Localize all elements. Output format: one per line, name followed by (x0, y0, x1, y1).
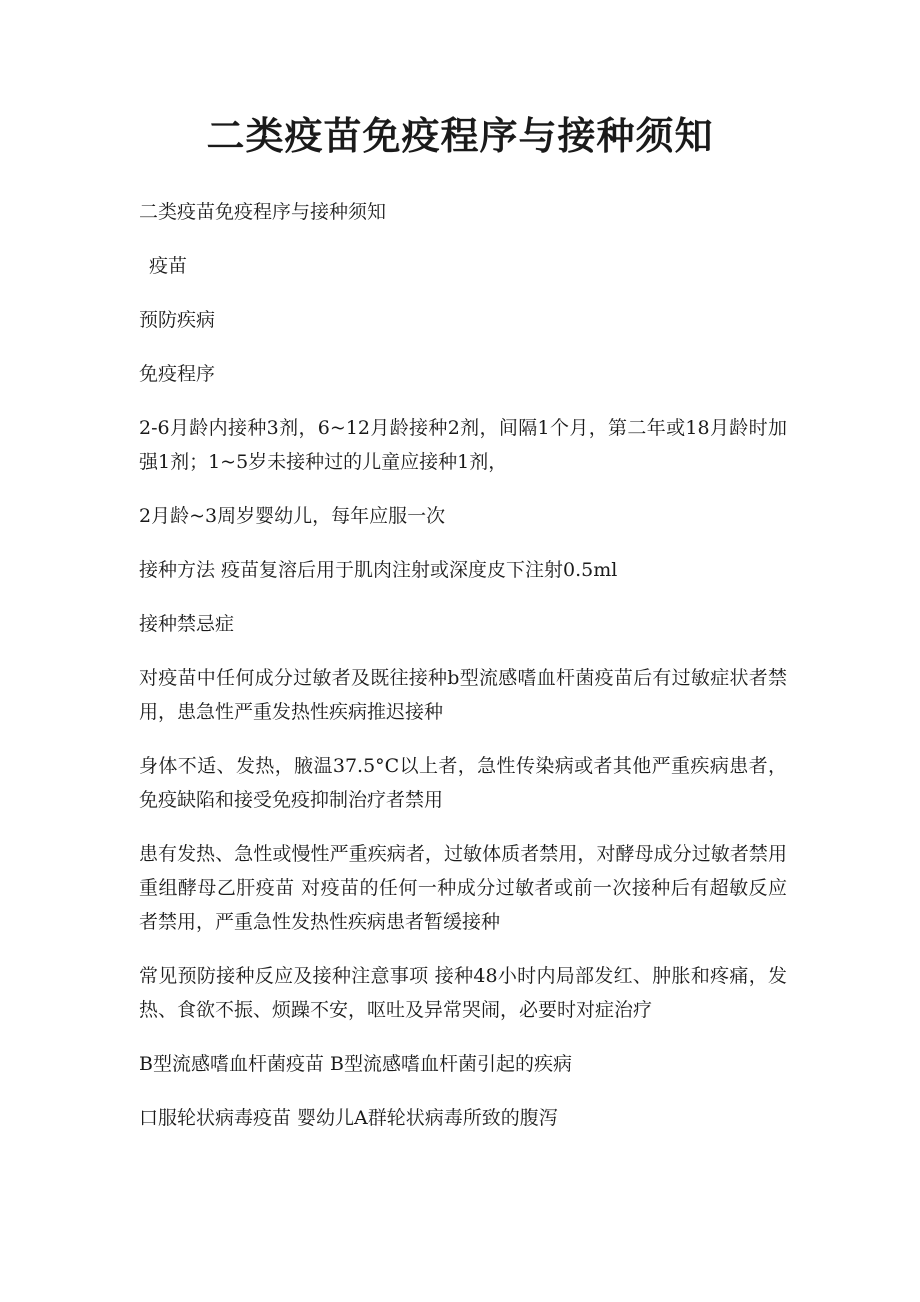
document-title: 二类疫苗免疫程序与接种须知 (206, 113, 714, 158)
paragraph-vaccine-label: 疫苗 (149, 255, 188, 277)
paragraph-disease-label: 预防疾病 (139, 309, 216, 331)
paragraph-schedule-label: 免疫程序 (139, 363, 216, 385)
paragraph-rotavirus-vaccine: 口服轮状病毒疫苗 婴幼儿A群轮状病毒所致的腹泻 (139, 1107, 558, 1129)
paragraph-schedule-detail: 2-6月龄内接种3剂，6~12月龄接种2剂，间隔1个月，第二年或18月龄时加强1剂；1~5岁未接种过的儿童应接种1剂， (139, 417, 787, 473)
paragraph-oral-schedule: 2月龄~3周岁婴幼儿，每年应服一次 (139, 505, 446, 527)
paragraph-hib-vaccine: B型流感嗜血杆菌疫苗 B型流感嗜血杆菌引起的疾病 (139, 1053, 572, 1075)
paragraph-contraindication-general: 身体不适、发热，腋温37.5°C以上者，急性传染病或者其他严重疾病患者，免疫缺陷和接受免疫抑制治疗者禁用 (139, 755, 787, 811)
paragraph-method: 接种方法 疫苗复溶后用于肌肉注射或深度皮下注射0.5ml (139, 559, 618, 581)
paragraph-contraindication-label: 接种禁忌症 (139, 613, 235, 635)
paragraph-subtitle: 二类疫苗免疫程序与接种须知 (139, 201, 387, 223)
paragraph-reactions: 常见预防接种反应及接种注意事项 接种48小时内局部发红、肿胀和疼痛，发热、食欲不振、烦躁不安，呕吐及异常哭闹，必要时对症治疗 (139, 965, 787, 1021)
paragraph-contraindication-hepb: 患有发热、急性或慢性严重疾病者，过敏体质者禁用，对酵母成分过敏者禁用重组酵母乙肝疫苗 对疫苗的任何一种成分过敏者或前一次接种后有超敏反应者禁用，严重急性发热性疾病患者暂缓接种 (139, 843, 787, 933)
paragraph-contraindication-hib: 对疫苗中任何成分过敏者及既往接种b型流感嗜血杆菌疫苗后有过敏症状者禁用，患急性严重发热性疾病推迟接种 (139, 667, 787, 723)
document-body (139, 195, 787, 1155)
